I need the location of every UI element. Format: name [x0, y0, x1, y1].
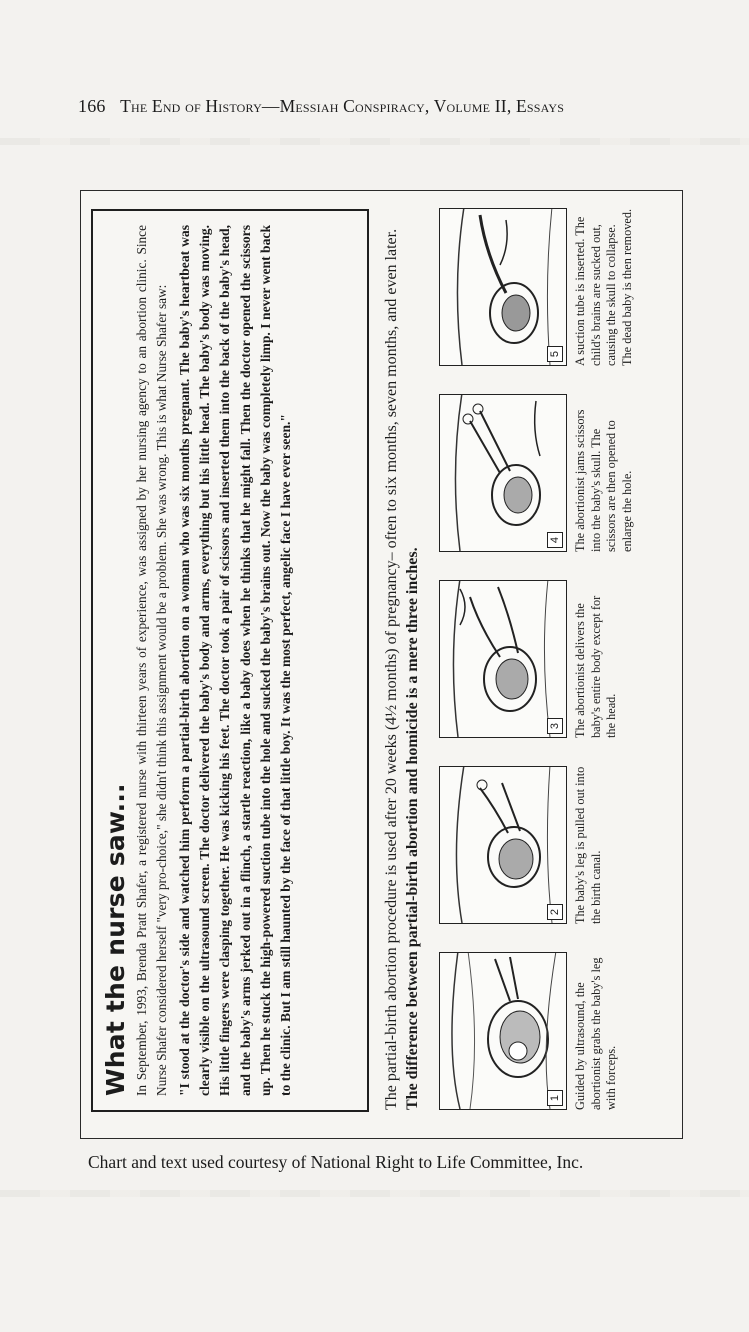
nurse-account-box [91, 209, 369, 1112]
bleed-through-bottom [0, 1190, 749, 1197]
step-4-number: 4 [547, 532, 563, 548]
procedure-summary [381, 210, 423, 1110]
step-3-illustration [439, 580, 567, 738]
nurse-intro-text: In September, 1993, Brenda Pratt Shafer, a registered nurse with thirteen years of experience, was assigned by her nursing agency to an abortion clinic. Since Nurse Shafer considered herself "very pro-choice," she didn't think this assignment would be a problem. She was wrong. This is what Nurse Shafer saw: [134, 225, 169, 1096]
summary-emphasis: The difference between partial-birth abortion and homicide is a mere three inches. [404, 547, 421, 1110]
figure-frame [80, 190, 683, 1139]
step-1-illustration [439, 952, 567, 1110]
step-4-illustration [439, 394, 567, 552]
step-4-caption: The abortionist jams scissors into the baby's skull. The scissors are then opened to enlarge the hole. [573, 409, 634, 552]
figure-credit: Chart and text used courtesy of National Right to Life Committee, Inc. [88, 1152, 584, 1172]
step-panel-4 [439, 394, 635, 552]
step-1-number: 1 [547, 1090, 563, 1106]
step-2-illustration [439, 766, 567, 924]
step-5-number: 5 [547, 346, 563, 362]
step-3-caption: The abortionist delivers the baby's entire body except for the head. [573, 595, 618, 738]
step-2-number: 2 [547, 904, 563, 920]
step-2-caption: The baby's leg is pulled out into the birth canal. [573, 766, 603, 924]
book-title: The End of History—Messiah Conspiracy, Volume II, Essays [120, 96, 565, 116]
step-1-caption: Guided by ultrasound, the abortionist grabs the baby's leg with forceps. [573, 957, 618, 1110]
step-5-illustration [439, 208, 567, 366]
summary-text: The partial-birth abortion procedure is used after 20 weeks (4½ months) of pregnancy– often to six months, seven months, and even later. [383, 228, 400, 1110]
rotated-figure [81, 191, 682, 1138]
step-5-caption: A suction tube is inserted. The child's brains are sucked out, causing the skull to collapse. The dead baby is then removed. [573, 208, 634, 366]
step-3-number: 3 [547, 718, 563, 734]
procedure-steps [439, 210, 675, 1110]
bleed-through-top [0, 138, 749, 145]
page-number: 166 [78, 96, 106, 116]
running-head [78, 96, 564, 117]
step-panel-5 [439, 208, 635, 366]
step-panel-2 [439, 766, 604, 924]
step-panel-3 [439, 580, 620, 738]
nurse-quote: "I stood at the doctor's side and watched him perform a partial-birth abortion on a woman who was six months pregnant. The baby's heartbeat was clearly visible on the ultrasound screen. The doctor delivered the baby's body and arms, everything but his little head. The baby's body was moving. His little fingers were clasping together. He was kicking his feet. The doctor took a pair of scissors and inserted them into the back of the baby's head, and the baby's arms jerked out in a flinch, a startle reaction, like a baby does when he thinks that he might fall. Then the doctor opened the scissors up. Then he stuck the high-powered suction tube into the hole and sucked the baby's brains out. Now the baby was completely limp. I never went back to the clinic. But I am still haunted by the face of that little boy. It was the most perfect, angelic face I have ever seen." [177, 225, 294, 1096]
nurse-box-title: What the nurse saw... [101, 783, 130, 1096]
step-panel-1 [439, 952, 620, 1110]
